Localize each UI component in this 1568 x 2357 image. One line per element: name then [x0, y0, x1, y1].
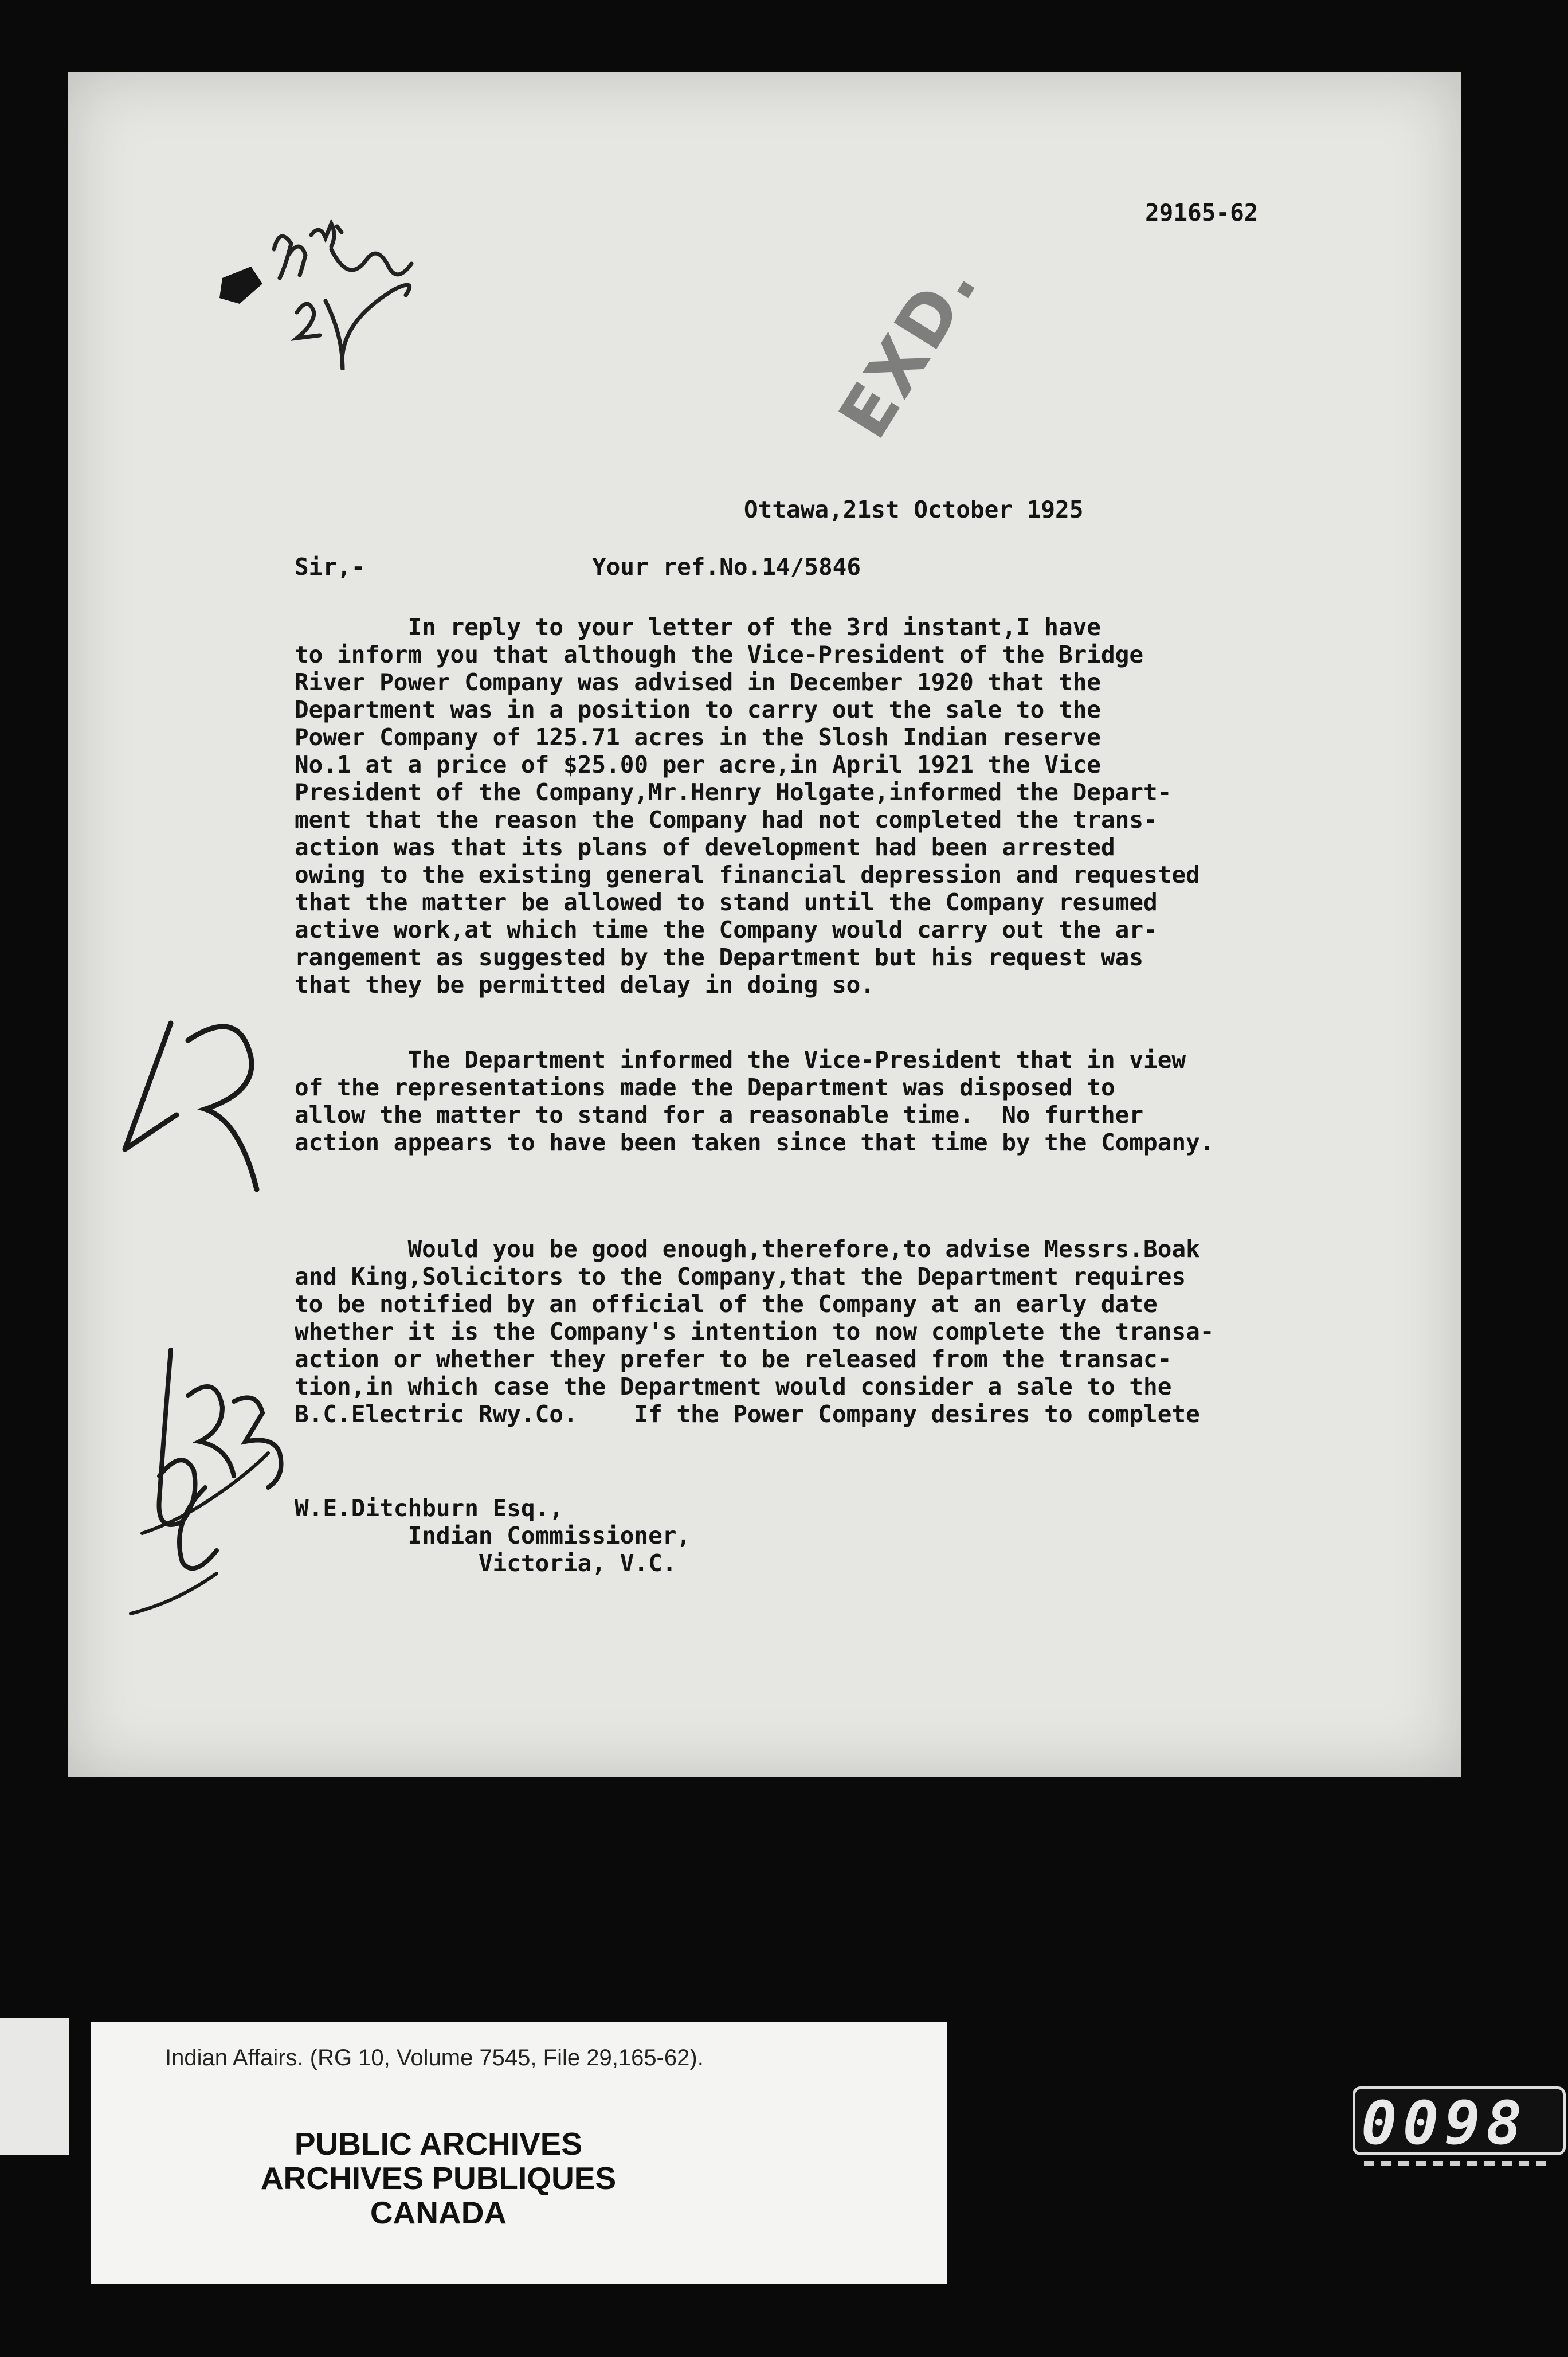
archive-name-line-2: ARCHIVES PUBLIQUES [260, 2160, 617, 2196]
counter-tick-marks [1364, 2160, 1559, 2168]
archive-name [91, 2127, 947, 2230]
handwritten-signature-margin [108, 1315, 348, 1659]
file-number: 29165-62 [1145, 199, 1259, 226]
handwritten-initials-margin [102, 1000, 285, 1218]
archive-name-line-1: PUBLIC ARCHIVES [294, 2126, 583, 2162]
paragraph-2: The Department informed the Vice-President that in view of the representations made the Department was disposed to allow the matter to stand for a reasonable time. No further action appears to have been taken since that time by the Company. [295, 1046, 1214, 1156]
handwritten-note-top-left [188, 181, 429, 444]
archive-name-line-3: CANADA [370, 2195, 507, 2230]
paragraph-3: Would you be good enough,therefore,to advise Messrs.Boak and King,Solicitors to the Company,that the Department requires to be notified by an official of the Company at an early date whether it is the Company's intention to now complete the transa- action or whether they prefer to be released from the transac- tion,in which case the Department would consider a sale to the B.C.Electric Rwy.Co. If the Power Company desires to complete [295, 1235, 1214, 1428]
archive-reference: Indian Affairs. (RG 10, Volume 7545, File 29,165-62). [165, 2045, 704, 2070]
exd-stamp: EXD. [824, 246, 994, 452]
addressee-block: W.E.Ditchburn Esq., Indian Commissioner, Victoria, V.C. [295, 1494, 691, 1577]
paragraph-1: In reply to your letter of the 3rd instant,I have to inform you that although the Vice-President of the Bridge River Power Company was advised in December 1920 that the Department was in a position to carry out the sale to the Power Company of 125.71 acres in the Slosh Indian reserve No.1 at a price of $25.00 per acre,in April 1921 the Vice President of the Company,Mr.Henry Holgate,informed the Depart- ment that the reason the Company had not completed the trans- action was that its plans of development had been arrested owing to the existing general financial depression and requested that the matter be allowed to stand until the Company resumed active work,at which time the Company would carry out the ar- rangement as suggested by the Department but his request was that they be permitted delay in doing so. [295, 613, 1200, 999]
date-line: Ottawa,21st October 1925 [744, 496, 1084, 523]
archive-label [91, 2022, 947, 2284]
frame-counter-digits: 0098 [1361, 2088, 1528, 2158]
frame-counter [1353, 2086, 1566, 2158]
your-reference: Your ref.No.14/5846 [592, 553, 861, 581]
letter-page [68, 72, 1461, 1777]
salutation: Sir,- [295, 553, 366, 581]
